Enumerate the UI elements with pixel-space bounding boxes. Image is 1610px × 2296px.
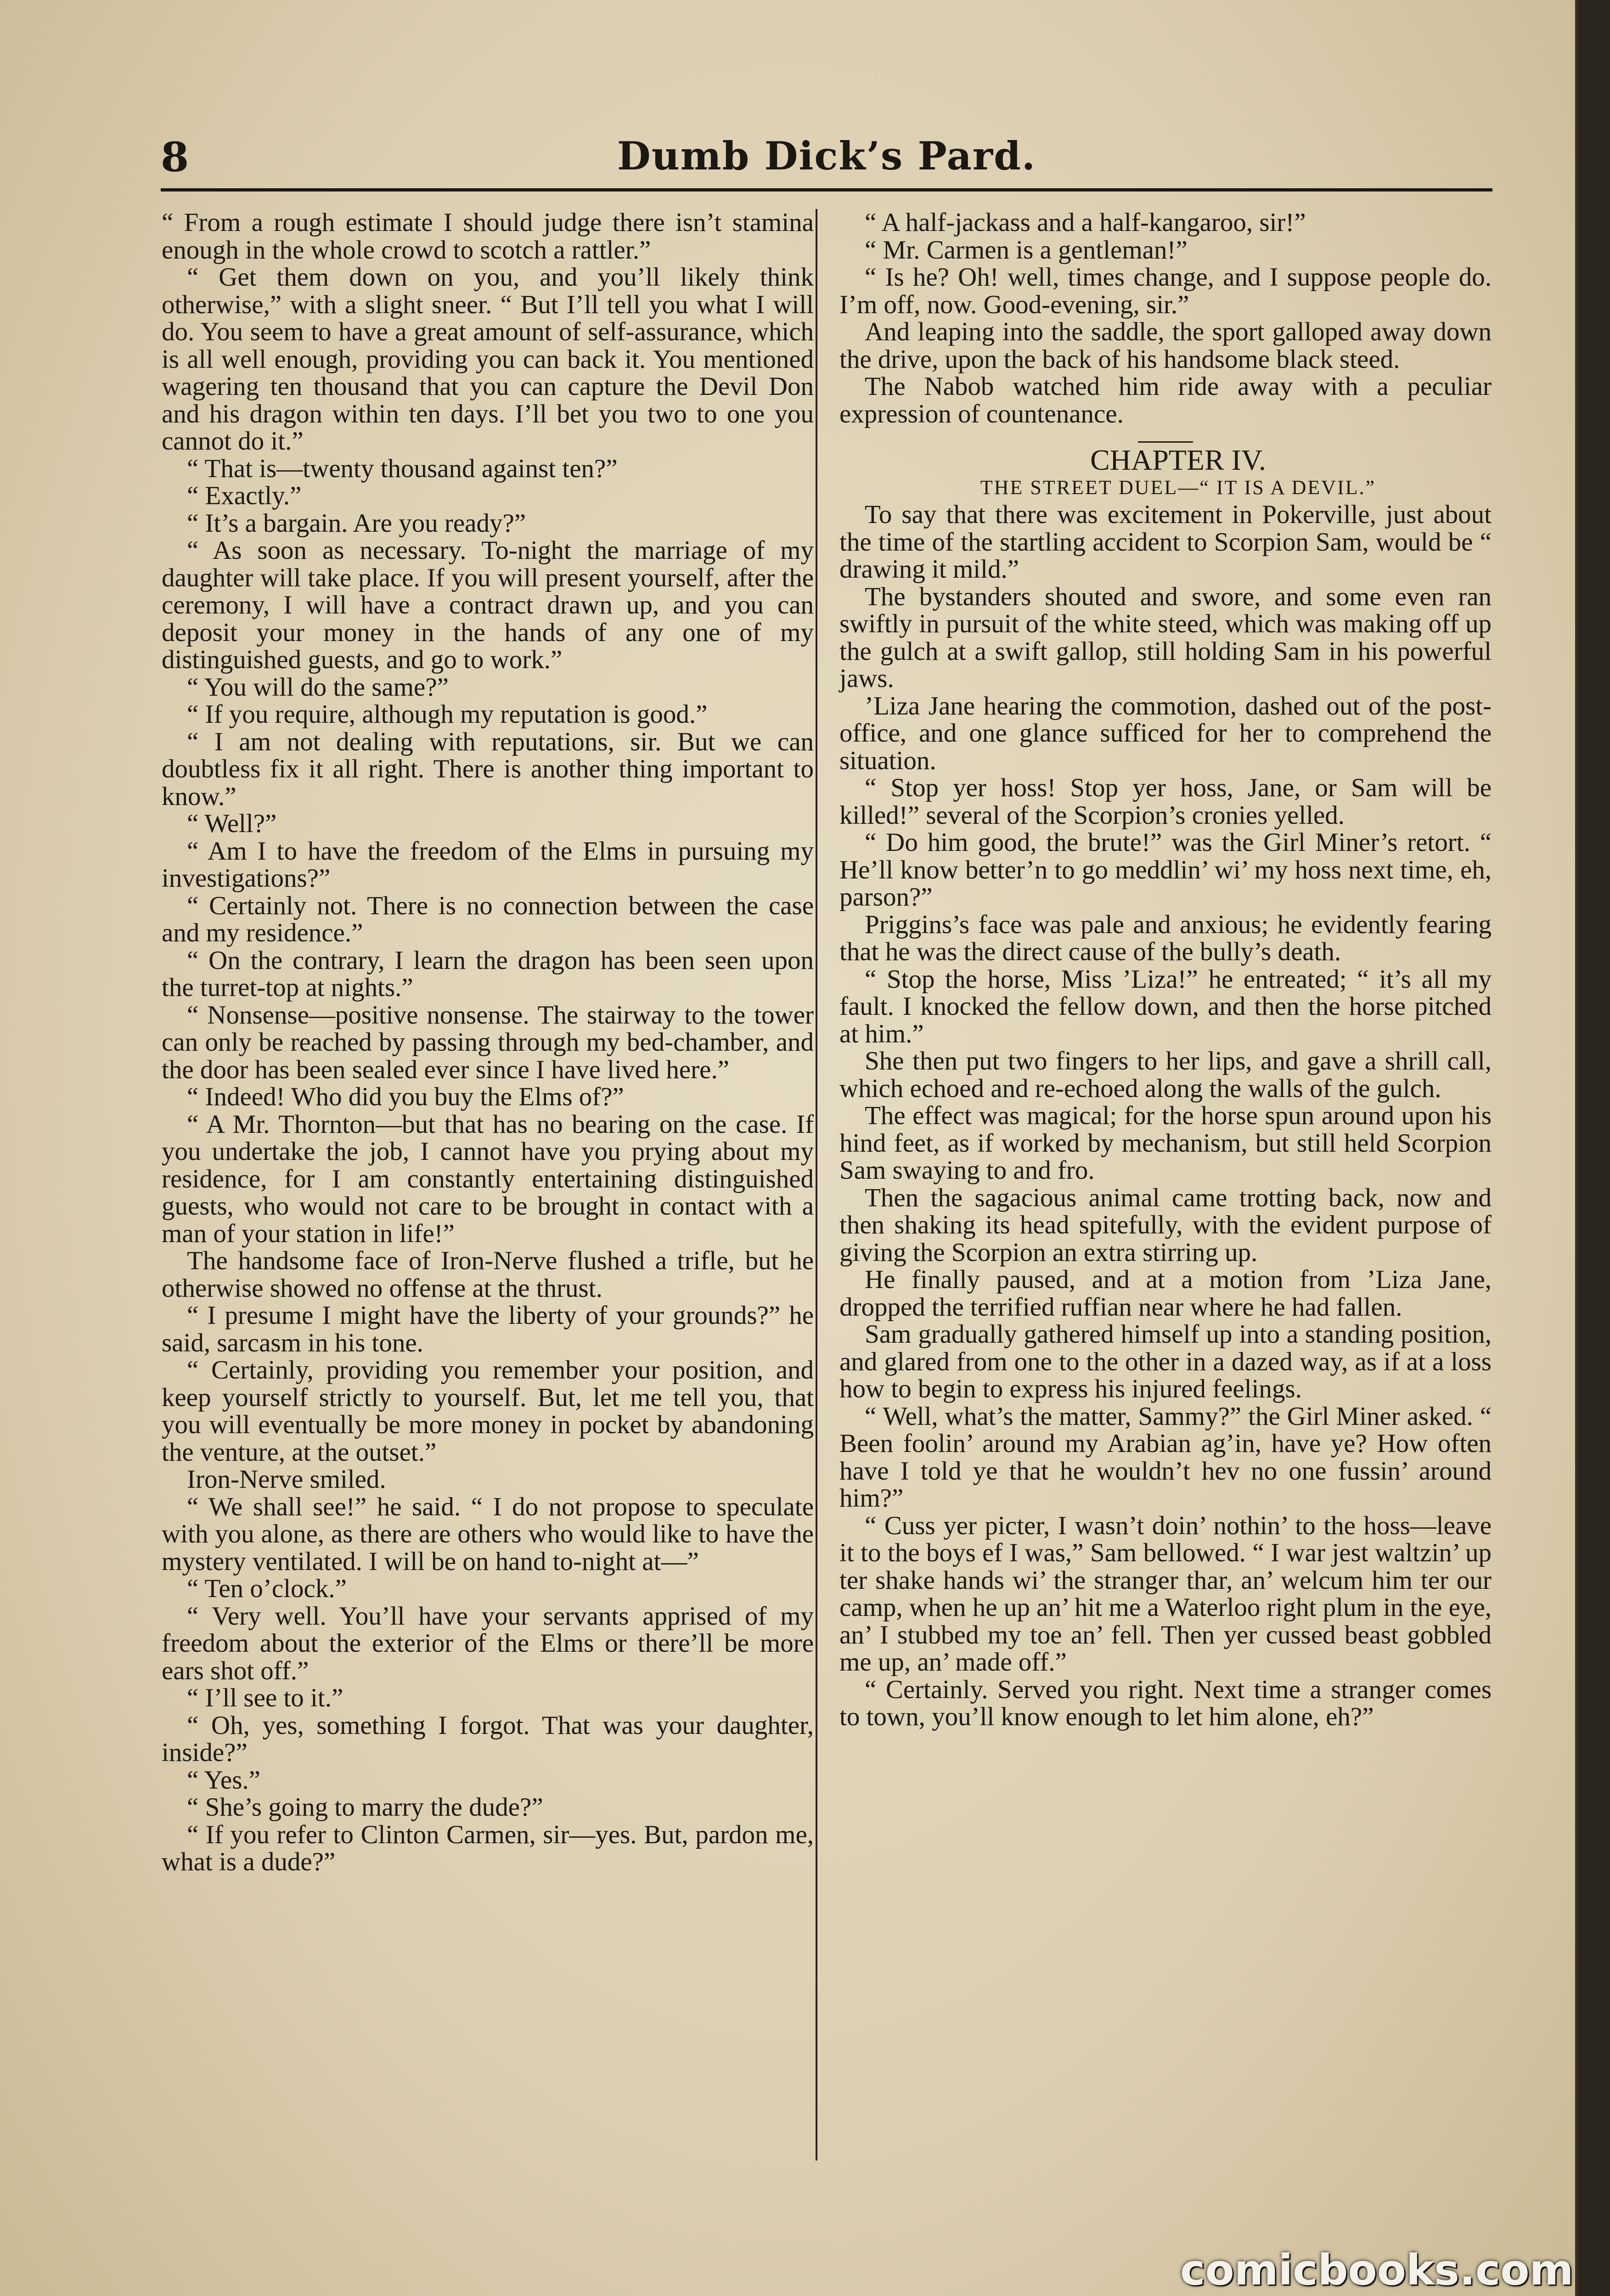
chapter-subtitle: THE STREET DUEL—“ IT IS A DEVIL.” (980, 476, 1376, 499)
right-column (839, 209, 1492, 1731)
paragraph: “ Cuss yer picter, I wasn’t doin’ nothin’ to the hoss—leave it to the boys ef I was,” Sam bellowed. “ I war jest waltzin’ up ter shake hands wi’ the stranger thar, an’ welcum him ter our camp, when he up an’ hit me a Waterloo right plum in the eye, an’ I stubbed my toe an’ fell. Then yer cussed beast gobbled me up, an’ made off.” (839, 1511, 1492, 1677)
paragraph: “ Ten o’clock.” (187, 1574, 347, 1603)
paragraph: Sam gradually gathered himself up into a standing position, and glared from one to the other in a dazed way, as if at a loss how to begin to express his injured feelings. (839, 1320, 1492, 1403)
paragraph: “ Certainly, providing you remember your position, and keep yourself strictly to yourself. But, let me tell you, that you will eventually be more money in pocket by abandoning the venture, at the outset.” (162, 1356, 814, 1467)
paragraph: “ Stop yer hoss! Stop yer hoss, Jane, or Sam will be killed!” several of the Scorpion’s cronies yelled. (839, 773, 1492, 830)
paragraph: The bystanders shouted and swore, and some even ran swiftly in pursuit of the white steed, which was making off up the gulch at a swift gallop, still holding Sam in his powerful jaws. (839, 582, 1492, 693)
paragraph: “ Oh, yes, something I forgot. That was your daughter, inside?” (162, 1711, 814, 1767)
chapter-rule (1138, 441, 1193, 443)
paragraph: “ That is—twenty thousand against ten?” (187, 454, 618, 483)
paragraph: “ Certainly not. There is no connection between the case and my residence.” (162, 891, 814, 947)
paragraph: “ We shall see!” he said. “ I do not propose to speculate with you alone, as there are others who would like to have the mystery ventilated. I will be on hand to-night at—” (162, 1492, 814, 1576)
paragraph: “ On the contrary, I learn the dragon has been seen upon the turret-top at nights.” (162, 945, 814, 1002)
paragraph: ’Liza Jane hearing the commotion, dashed out of the post-office, and one glance sufficed for her to comprehend the situation. (839, 691, 1492, 775)
paragraph: “ Am I to have the freedom of the Elms in pursuing my investigations?” (162, 836, 814, 893)
paragraph: To say that there was excitement in Pokerville, just about the time of the startling accident to Scorpion Sam, would be “ drawing it mild.” (839, 500, 1492, 584)
paragraph: “ Get them down on you, and you’ll likely think otherwise,” with a slight sneer. “ But I’ll tell you what I will do. You seem to have a great amount of self-assurance, which is all well enough, providing you can back it. You mentioned wagering ten thousand that you can capture the Devil Don and his dragon within ten days. I’ll bet you two to one you cannot do it.” (162, 263, 814, 456)
paragraph: “ She’s going to marry the dude?” (187, 1793, 543, 1822)
paragraph: “ Very well. You’ll have your servants apprised of my freedom about the exterior of the Elms or there’ll be more ears shot off.” (162, 1601, 814, 1685)
paragraph: And leaping into the saddle, the sport galloped away down the drive, upon the back of his handsome black steed. (839, 317, 1492, 374)
paragraph: She then put two fingers to her lips, and gave a shrill call, which echoed and re-echoed along the walls of the gulch. (839, 1047, 1492, 1103)
paragraph: “ Exactly.” (187, 481, 302, 510)
running-title: Dumb Dick’s Pard. (617, 133, 1036, 179)
paragraph: The Nabob watched him ride away with a peculiar expression of countenance. (839, 372, 1492, 428)
chapter-title: CHAPTER IV. (1090, 444, 1266, 476)
paragraph: “ Certainly. Served you right. Next time a stranger comes to town, you’ll know enough to let him alone, eh?” (839, 1675, 1492, 1731)
book-spine (1578, 0, 1610, 2296)
paragraph: “ You will do the same?” (187, 672, 449, 702)
column-divider (816, 209, 817, 2161)
paragraph: Iron-Nerve smiled. (187, 1465, 386, 1494)
paragraph: “ I presume I might have the liberty of your grounds?” he said, sarcasm in his tone. (162, 1301, 814, 1357)
paragraph: “ I am not dealing with reputations, sir. But we can doubtless fix it all right. There is another thing important to know.” (162, 727, 814, 811)
paragraph: “ A Mr. Thornton—but that has no bearing on the case. If you undertake the job, I cannot have you prying about my residence, for I am constantly entertaining distinguished guests, who would not care to be brought in contact with a man of your station in life!” (162, 1109, 814, 1248)
page-header (161, 129, 1492, 193)
paragraph: “ If you refer to Clinton Carmen, sir—yes. But, pardon me, what is a dude?” (162, 1820, 814, 1876)
paragraph: “ Nonsense—positive nonsense. The stairway to the tower can only be reached by passing through my bed-chamber, and the door has been sealed ever since I have lived here.” (162, 1000, 814, 1084)
paragraph: “ Well?” (187, 809, 277, 838)
page-number: 8 (161, 133, 189, 181)
paragraph: “ Yes.” (187, 1765, 260, 1795)
paragraph: Priggins’s face was pale and anxious; he evidently fearing that he was the direct cause of the bully’s death. (839, 910, 1492, 966)
paragraph: “ A half-jackass and a half-kangaroo, sir!” (865, 208, 1306, 237)
paragraph: The handsome face of Iron-Nerve flushed a trifle, but he otherwise showed no offense at the thrust. (162, 1246, 814, 1303)
paragraph: “ It’s a bargain. Are you ready?” (187, 508, 526, 538)
paragraph: “ Mr. Carmen is a gentleman!” (865, 235, 1188, 264)
paragraph: “ As soon as necessary. To-night the marriage of my daughter will take place. If you will present yourself, after the ceremony, I will have a contract drawn up, and you can deposit your money in the hands of any one of my distinguished guests, and go to work.” (162, 536, 814, 674)
paragraph: “ Is he? Oh! well, times change, and I suppose people do. I’m off, now. Good-evening, sir.” (839, 263, 1492, 319)
site-watermark: comicbooks.com (1180, 2245, 1574, 2295)
paragraph: He finally paused, and at a motion from ’Liza Jane, dropped the terrified ruffian near where he had fallen. (839, 1265, 1492, 1322)
paragraph: “ Do him good, the brute!” was the Girl Miner’s retort. “ He’ll know better’n to go meddlin’ wi’ my hoss next time, eh, parson?” (839, 828, 1492, 912)
paragraph: “ From a rough estimate I should judge there isn’t stamina enough in the whole crowd to scotch a rattler.” (162, 208, 814, 264)
paragraph: “ Indeed! Who did you buy the Elms of?” (187, 1082, 624, 1111)
paragraph: The effect was magical; for the horse spun around upon his hind feet, as if worked by mechanism, but still held Scorpion Sam swaying to and fro. (839, 1101, 1492, 1185)
paragraph: “ If you require, although my reputation is good.” (187, 700, 708, 729)
paragraph: “ I’ll see to it.” (187, 1683, 343, 1712)
paragraph: Then the sagacious animal came trotting back, now and then shaking its head spitefully, with the evident purpose of giving the Scorpion an extra stirring up. (839, 1183, 1492, 1267)
header-rule (161, 188, 1492, 191)
paragraph: “ Stop the horse, Miss ’Liza!” he entreated; “ it’s all my fault. I knocked the fellow down, and then the horse pitched at him.” (839, 964, 1492, 1048)
left-column (162, 209, 814, 1876)
paragraph: “ Well, what’s the matter, Sammy?” the Girl Miner asked. “ Been foolin’ around my Arabian ag’in, have ye? How often have I told ye that he wouldn’t hev no one fussin’ around him?” (839, 1401, 1492, 1513)
